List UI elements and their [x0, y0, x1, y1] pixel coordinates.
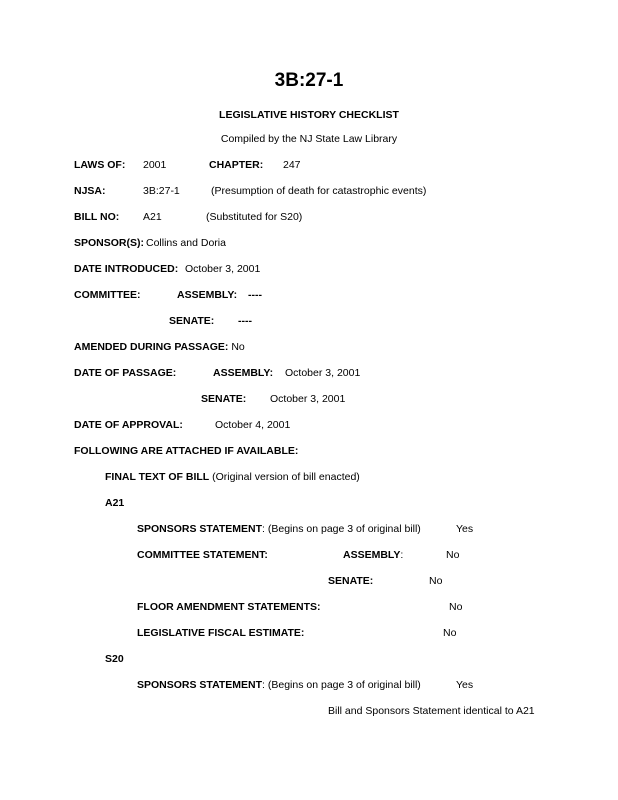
bill-no-label: BILL NO: — [74, 211, 120, 223]
amended-label: AMENDED DURING PASSAGE: — [74, 341, 229, 353]
a21-floor-value: No — [449, 601, 463, 613]
amended-row — [74, 342, 245, 353]
s20-sponsors-note: : (Begins on page 3 of original bill) — [262, 679, 421, 691]
attached-heading: FOLLOWING ARE ATTACHED IF AVAILABLE: — [74, 445, 299, 457]
bill-substitution-note: (Substituted for S20) — [206, 211, 303, 223]
s20-sponsors-label: SPONSORS STATEMENT — [137, 679, 263, 691]
sponsors-value: Collins and Doria — [146, 237, 226, 249]
checklist-heading: LEGISLATIVE HISTORY CHECKLIST — [219, 109, 399, 121]
a21-sponsors-label: SPONSORS STATEMENT — [137, 523, 263, 535]
bill-no-value: A21 — [143, 211, 162, 223]
a21-committee-assembly-colon: : — [400, 549, 404, 561]
document-title: 3B:27-1 — [274, 70, 344, 91]
final-text-note: (Original version of bill enacted) — [212, 471, 360, 483]
final-text-label: FINAL TEXT OF BILL — [105, 471, 210, 483]
date-introduced-value: October 3, 2001 — [185, 263, 261, 275]
committee-senate-value: ---- — [238, 315, 252, 327]
a21-committee-assembly-value: No — [446, 549, 460, 561]
date-of-passage-label: DATE OF PASSAGE: — [74, 367, 177, 379]
passage-senate-value: October 3, 2001 — [270, 393, 346, 405]
chapter-label: CHAPTER: — [209, 159, 264, 171]
laws-of-label: LAWS OF: — [74, 159, 126, 171]
passage-assembly-label: ASSEMBLY: — [213, 367, 274, 379]
a21-sponsors-note: : (Begins on page 3 of original bill) — [262, 523, 421, 535]
sponsors-label: SPONSOR(S): — [74, 237, 145, 249]
date-of-approval-label: DATE OF APPROVAL: — [74, 419, 183, 431]
date-of-approval-value: October 4, 2001 — [215, 419, 291, 431]
final-text-row — [105, 472, 360, 483]
committee-senate-label: SENATE: — [169, 315, 215, 327]
a21-committee-assembly-label: ASSEMBLY — [343, 549, 401, 561]
s20-label: S20 — [105, 653, 124, 665]
a21-fiscal-label: LEGISLATIVE FISCAL ESTIMATE: — [137, 627, 305, 639]
amended-value: No — [231, 341, 245, 353]
passage-assembly-value: October 3, 2001 — [285, 367, 361, 379]
compiled-by: Compiled by the NJ State Law Library — [220, 133, 398, 145]
chapter-value: 247 — [283, 159, 301, 171]
date-introduced-label: DATE INTRODUCED: — [74, 263, 179, 275]
passage-senate-label: SENATE: — [201, 393, 247, 405]
njsa-description: (Presumption of death for catastrophic events) — [211, 185, 427, 197]
a21-committee-label: COMMITTEE STATEMENT: — [137, 549, 268, 561]
njsa-value: 3B:27-1 — [143, 185, 180, 197]
a21-floor-label: FLOOR AMENDMENT STATEMENTS: — [137, 601, 321, 613]
a21-committee-assembly — [343, 550, 403, 561]
s20-sponsors-row — [137, 680, 421, 691]
committee-assembly-label: ASSEMBLY: — [177, 289, 238, 301]
a21-committee-senate-label: SENATE: — [328, 575, 374, 587]
a21-committee-senate-value: No — [429, 575, 443, 587]
s20-sponsors-value: Yes — [456, 679, 474, 691]
a21-fiscal-value: No — [443, 627, 457, 639]
committee-assembly-value: ---- — [248, 289, 262, 301]
njsa-label: NJSA: — [74, 185, 106, 197]
committee-label: COMMITTEE: — [74, 289, 141, 301]
a21-label: A21 — [105, 497, 125, 509]
a21-sponsors-value: Yes — [456, 523, 474, 535]
laws-of-value: 2001 — [143, 159, 167, 171]
a21-sponsors-row — [137, 524, 421, 535]
s20-identical-note: Bill and Sponsors Statement identical to A21 — [328, 705, 535, 717]
